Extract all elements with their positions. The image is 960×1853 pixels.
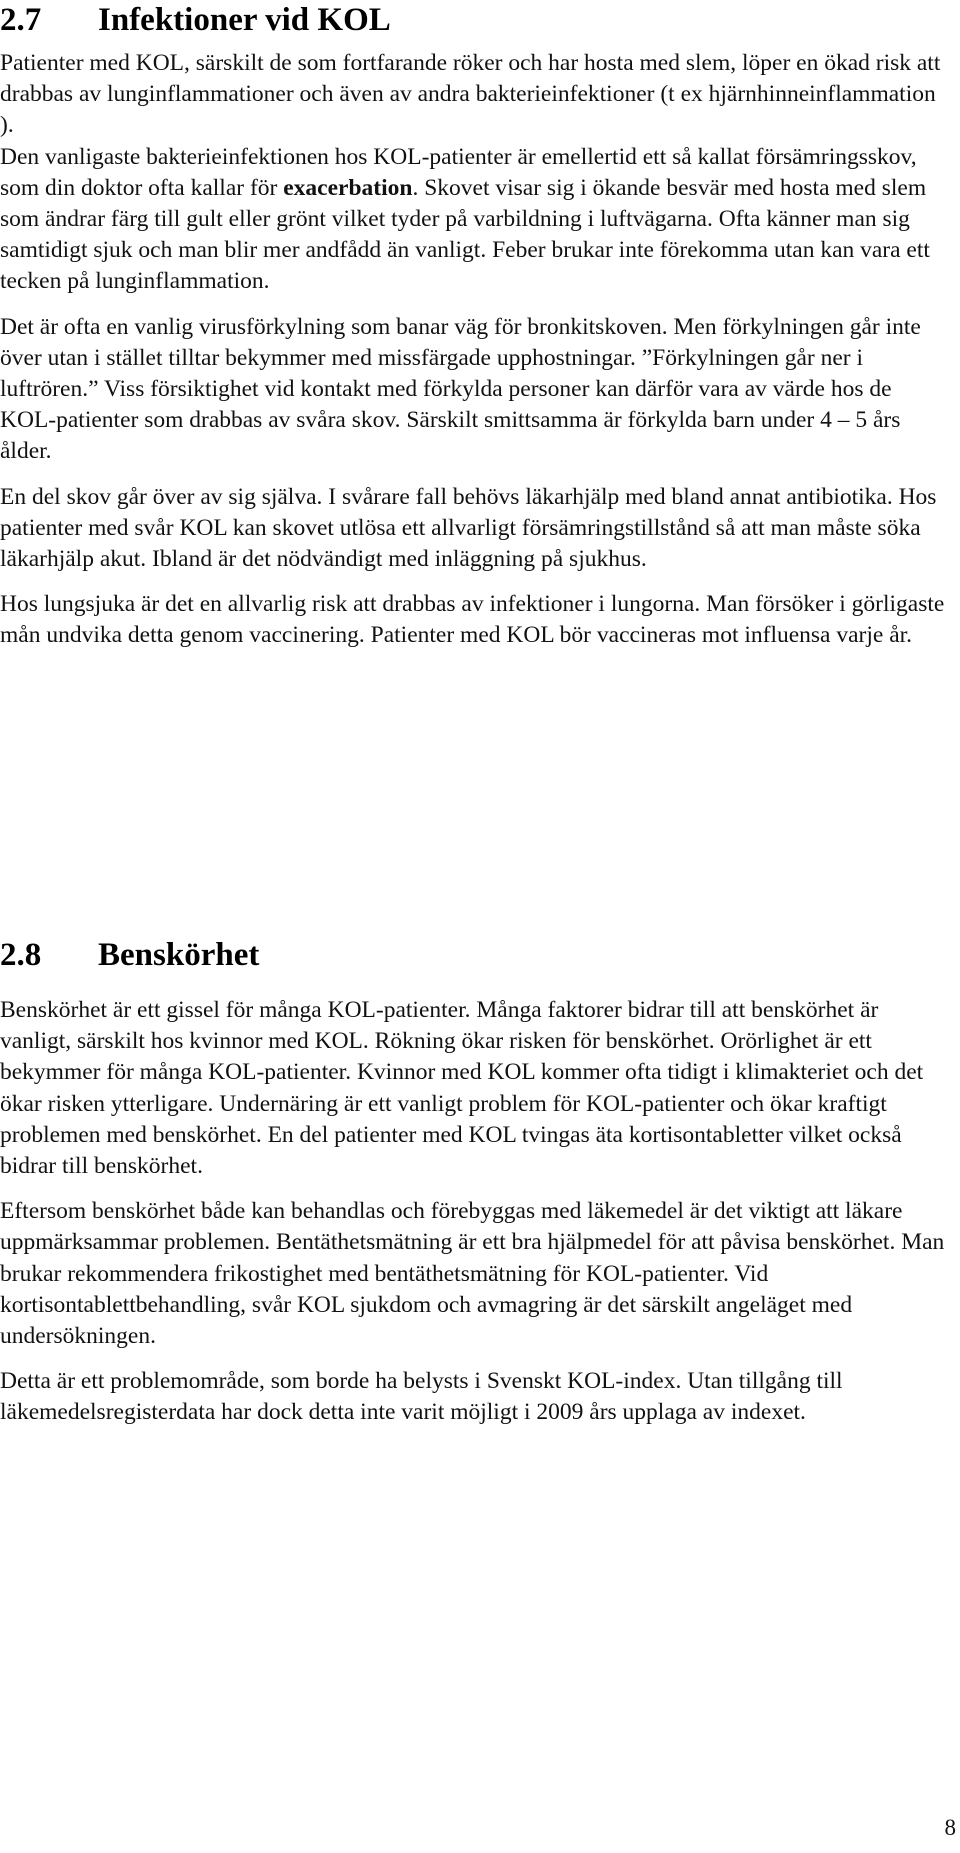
paragraph: Hos lungsjuka är det en allvarlig risk att drabbas av infektioner i lungorna. Man försöker i görligaste mån undvika detta genom vaccinering. Patienter med KOL bör vaccineras mot influensa varje år.	[0, 591, 945, 649]
paragraph: En del skov går över av sig själva. I svårare fall behövs läkarhjälp med bland annat antibiotika. Hos patienter med svår KOL kan skovet utlösa ett allvarligt försämringstillstånd så att man måste söka läkarhjälp akut. Ibland är det nödvändigt med inläggning på sjukhus.	[0, 483, 937, 573]
paragraph: Detta är ett problemområde, som borde ha belysts i Svenskt KOL-index. Utan tillgång till läkemedelsregisterdata har dock detta inte varit möjligt i 2009 års upplaga av indexet.	[0, 1368, 843, 1426]
paragraph-text: Den vanligaste bakterieinfektionen hos KOL-patienter är emellertid ett så kallat försämringsskov, som din doktor ofta kallar för	[0, 143, 917, 201]
paragraph-text: . Skovet visar sig i ökande besvär med hosta med slem som ändrar färg till gult eller grönt vilket tyder på varbildning i luftvägarna. Ofta känner man sig samtidigt sjuk och man blir mer andfådd än vanligt. Feber brukar inte förekomma utan kan vara ett tecken på lunginflammation.	[0, 174, 930, 295]
section-number: 2.8	[0, 937, 42, 973]
paragraph: Eftersom benskörhet både kan behandlas och förebyggas med läkemedel är det viktigt att läkare uppmärksammar problemen. Bentäthetsmätning är ett bra hjälpmedel för att påvisa benskörhet. Man brukar rekommendera frikostighet med bentäthetsmätning för KOL-patienter. Vid kortisontablettbehandling, svår KOL sjukdom och avmagring är det särskilt angeläget med undersökningen.	[0, 1198, 945, 1350]
paragraph: Patienter med KOL, särskilt de som fortfarande röker och har hosta med slem, löper en ökad risk att drabbas av lunginflammationer och även av andra bakterieinfektioner (t ex hjärnhinneinflammation ).	[0, 50, 941, 139]
section-title: Infektioner vid KOL	[98, 2, 391, 38]
section-infektioner	[0, 0, 960, 652]
section-number: 2.7	[0, 2, 42, 38]
section-benskorhet	[0, 935, 960, 1429]
emphasized-term: exacerbation	[283, 174, 413, 201]
paragraph: Benskörhet är ett gissel för många KOL-patienter. Många faktorer bidrar till att benskörhet är vanligt, särskilt hos kvinnor med KOL. Rökning ökar risken för benskörhet. Orörlighet är ett bekymmer för många KOL-patienter. Kvinnor med KOL kommer ofta tidigt i klimakteriet och det ökar risken ytterligare. Undernäring är ett vanligt problem för KOL-patienter och ökar kraftigt problemen med benskörhet. En del patienter med KOL tvingas äta kortisontabletter vilket också bidrar till benskörhet.	[0, 997, 924, 1180]
page-number: 8	[944, 1815, 956, 1840]
paragraph	[0, 142, 960, 298]
section-heading	[0, 935, 960, 975]
paragraph: Det är ofta en vanlig virusförkylning som banar väg för bronkitskoven. Men förkylningen går inte över utan i stället tilltar bekymmer med missfärgade upphostningar. ”Förkylningen går ner i luftrören.” Viss försiktighet vid kontakt med förkylda personer kan därför vara av värde hos de KOL-patienter som drabbas av svåra skov. Särskilt smittsamma är förkylda barn under 4 – 5 års ålder.	[0, 313, 921, 465]
section-heading	[0, 0, 960, 40]
section-title: Benskörhet	[98, 937, 260, 973]
